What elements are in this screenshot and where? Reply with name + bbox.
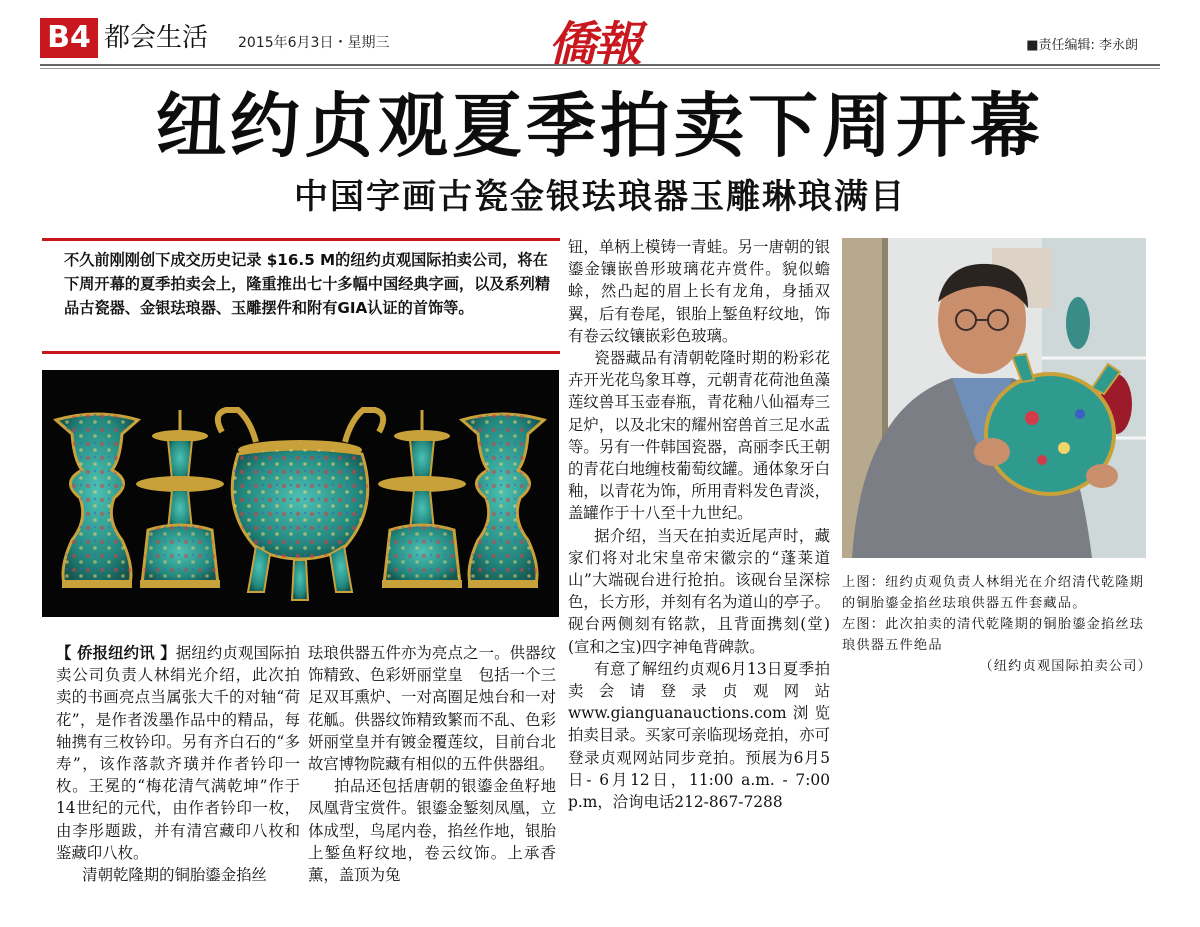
article-column-1 [56, 642, 300, 886]
cloisonne-altar-set-illustration [42, 370, 559, 617]
portrait-photo [842, 238, 1146, 558]
left-vase [56, 414, 138, 588]
section-title: 都会生活 [104, 23, 209, 53]
dateline-tag: 【 侨报纽约讯 】 [56, 644, 176, 662]
paragraph: 瓷器藏品有清朝乾隆时期的粉彩花卉开光花鸟象耳尊，元朝青花荷池鱼藻莲纹兽耳玉壶春瓶，青花釉八仙福寿三足炉，以及北宋的耀州窑兽首三足水盂等。另有一件韩国瓷器，高丽李氏王朝的青花白地缠枝葡萄纹罐。通体象牙白釉，以青花为饰，所用青料发色青淡，盖罐作于十八至十九世纪。 [568, 349, 830, 523]
lede-rule-top [42, 238, 560, 241]
article-column-2 [308, 642, 556, 886]
paragraph: 拍品还包括唐朝的银鎏金鱼籽地凤凰背宝赏件。银鎏金錾刻凤凰，立体成型，鸟尾内卷，掐丝作地，银胎上錾鱼籽纹地，卷云纹饰。上承香薰，盖顶为兔 [308, 777, 556, 885]
left-candlestick [136, 410, 224, 588]
header-rule [40, 64, 1160, 66]
page-number: B4 [40, 18, 98, 58]
lede-paragraph: 不久前刚刚创下成交历史记录 $16.5 M的纽约贞观国际拍卖公司，将在下周开幕的夏季拍卖会上，隆重推出七十多幅中国经典字画，以及系列精品古瓷器、金银珐琅器、玉雕摆件和附有GIA认证的首饰等。 [64, 251, 550, 317]
censer [218, 410, 383, 600]
paragraph: 据介绍，当天在拍卖近尾声时，藏家们将对北宋皇帝宋徽宗的“蓬莱道山”大端砚台进行抢拍。该砚台呈深棕色，长方形，并刻有名为道山的亭子。砚台两侧刻有铭款，且背面携刻(堂)(宣和之宝)四字神龟背碑款。 [568, 526, 830, 656]
photo-caption [842, 572, 1152, 677]
caption-line-top: 上图：纽约贞观负责人林绢光在介绍清代乾隆期的铜胎鎏金掐丝珐琅供器五件套藏品。 [842, 575, 1145, 611]
man-with-censer-illustration [842, 238, 1146, 558]
right-candlestick [378, 410, 466, 588]
issue-date: 2015年6月3日・星期三 [238, 35, 390, 51]
paragraph: 钮，单柄上模铸一青蛙。另一唐朝的银鎏金镶嵌兽形玻璃花卉赏件。貌似蟾蜍，然凸起的眉上长有龙角，身插双翼，后有卷尾，银胎上錾鱼籽纹地，饰有卷云纹镶嵌彩色玻璃。 [568, 238, 830, 345]
article-column-3 [568, 236, 830, 813]
caption-line-left: 左图：此次拍卖的清代乾隆期的铜胎鎏金掐丝珐琅供器五件绝品 [842, 617, 1145, 653]
paragraph: 据纽约贞观国际拍卖公司负责人林绢光介绍，此次拍卖的书画亮点当属张大千的对轴“荷花”，是作者泼墨作品中的精品，每轴携有三枚钤印。另有齐白石的“多寿”，该作落款齐璜并作者钤印一枚。王冕的“梅花清气满乾坤”作于14世纪的元代，由作者钤印一枚，由李彤题跋，并有清宫藏印八枚和鉴藏印八枚。 [56, 644, 300, 862]
lede-rule-bottom [42, 351, 560, 354]
paragraph: 有意了解纽约贞观6月13日夏季拍卖会请登录贞观网站www.gianguanauctions.com浏览拍卖目录。买家可亲临现场竞拍，亦可登录贞观网站同步竞拍。预展为6月5日- 6月12日，11:00 a.m. - 7:00 p.m，洽询电话212-867-7288 [568, 659, 830, 812]
masthead-logo: 僑報 [548, 17, 641, 73]
artifacts-photo [42, 370, 559, 617]
paragraph: 清朝乾隆期的铜胎鎏金掐丝 [82, 866, 267, 885]
header-rule-thin [40, 68, 1160, 69]
right-vase [462, 414, 544, 588]
subheadline: 中国字画古瓷金银珐琅器玉雕琳琅满目 [294, 177, 906, 217]
paragraph: 珐琅供器五件亦为亮点之一。供器纹饰精致、色彩妍丽堂皇 包括一个三足双耳熏炉、一对高圈足烛台和一对花觚。供器纹饰精致繁而不乱、色彩妍丽堂皇并有镀金覆莲纹，目前台北故宫博物院藏有相似的五件供器组。 [308, 644, 556, 774]
editor-credit: ■责任编辑: 李永朗 [1026, 38, 1138, 53]
photo-credit: （纽约贞观国际拍卖公司） [979, 659, 1152, 674]
headline: 纽约贞观夏季拍卖下周开幕 [156, 85, 1044, 167]
